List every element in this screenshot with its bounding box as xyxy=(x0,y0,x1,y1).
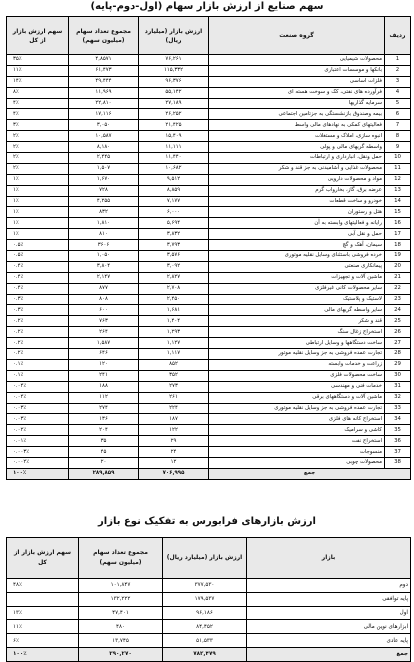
share-pct: ۰.۲٪ xyxy=(7,338,69,349)
table-row xyxy=(7,359,411,370)
row-number: 34 xyxy=(385,414,411,425)
market-value: ۱۸۷ xyxy=(139,414,209,425)
total-shares: ۸۰۸ xyxy=(69,294,139,305)
total-shares: ۴۸۰ xyxy=(79,620,163,634)
total-shares: ۸۷۷ xyxy=(69,283,139,294)
total-shares: ۲,۱۴۷ xyxy=(69,272,139,283)
share-pct: ۱۴٪ xyxy=(7,76,69,87)
total-label: جمع xyxy=(209,468,411,479)
market-value: ۲۷,۱۸۹ xyxy=(139,98,209,109)
share-pct: ۴٪ xyxy=(7,109,69,120)
share-pct: ۰.۰۳٪ xyxy=(7,403,69,414)
industry-name: ساخت دستگاهها و وسایل ارتباطی xyxy=(209,338,385,349)
table-row xyxy=(7,98,411,109)
industry-name: سیمان، آهک و گچ xyxy=(209,240,385,251)
market-value: ۲۴ xyxy=(139,447,209,458)
total-shares: ۱۳۶ xyxy=(69,414,139,425)
market-value: ۵,۶۹۴ xyxy=(139,218,209,229)
table1-title: سهم صنایع از ارزش بازار سهام (اول-دوم-پایه) xyxy=(90,1,324,12)
row-number: 22 xyxy=(385,283,411,294)
market-value: ۶,۰۰۰ xyxy=(139,207,209,218)
row-number: 13 xyxy=(385,185,411,196)
share-pct: ۲٪ xyxy=(7,131,69,142)
total-shares: ۲۷۴ xyxy=(69,403,139,414)
total-shares: ۱,۶۷۰ xyxy=(69,174,139,185)
share-pct: ۰.۲٪ xyxy=(7,316,69,327)
industry-name: کاشی و سرامیک xyxy=(209,425,385,436)
market-value: ۱۰,۶۸۲ xyxy=(139,163,209,174)
share-pct: ۱٪ xyxy=(7,229,69,240)
market-name: پایه عادی xyxy=(247,634,411,648)
industry-name: خرده فروشی باستثنای وسایل نقلیه موتوری xyxy=(209,251,385,262)
industry-name: حمل ونقل، انبارداری و ارتباطات xyxy=(209,153,385,164)
total-shares: ۶۱,۴۷۳ xyxy=(69,65,139,76)
row-number: 26 xyxy=(385,327,411,338)
share-pct: ۲٪ xyxy=(7,142,69,153)
market-value: ۱۱,۱۱۱ xyxy=(139,142,209,153)
share-pct: ۱۱٪ xyxy=(7,65,69,76)
header-market-value: ارزش بازار (میلیارد ریال) xyxy=(139,17,209,55)
total-share-pct: ۱۰۰٪ xyxy=(7,647,79,661)
table-header-row xyxy=(7,538,411,579)
total-shares: ۱۰,۵۸۷ xyxy=(69,131,139,142)
industry-name: منسوجات xyxy=(209,447,385,458)
market-value: ۱۲۲ xyxy=(139,425,209,436)
industry-name: عرضه برق، گاز، بخارواب گرم xyxy=(209,185,385,196)
total-shares: ۲۶۴ xyxy=(69,327,139,338)
industry-name: استخراج کانه های فلزی xyxy=(209,414,385,425)
table-row xyxy=(7,120,411,131)
total-shares: ۳۶۰۶ xyxy=(69,240,139,251)
total-shares: ۱,۵۸۷ xyxy=(69,338,139,349)
industry-name: خدمات فنی و مهندسی xyxy=(209,381,385,392)
total-label: جمع xyxy=(247,647,411,661)
market-value: ۳,۰۹۲ xyxy=(139,261,209,272)
share-pct: ۰.۴٪ xyxy=(7,261,69,272)
table-row xyxy=(7,153,411,164)
market-value: ۱,۴۰۴ xyxy=(139,316,209,327)
market-name: پایه توافقی xyxy=(247,592,411,606)
row-number: 18 xyxy=(385,240,411,251)
total-shares: ۶۴۶ xyxy=(69,349,139,360)
row-number: 6 xyxy=(385,109,411,120)
row-number: 32 xyxy=(385,392,411,403)
industry-name: واسطه گریهای مالی و پولی xyxy=(209,142,385,153)
market-value: ۱۱,۴۴۰ xyxy=(139,153,209,164)
share-pct: ۰.۰۰۳٪ xyxy=(7,447,69,458)
table-row xyxy=(7,55,411,66)
total-shares: ۲۴۱ xyxy=(69,370,139,381)
total-shares: ۷۶۳ xyxy=(69,316,139,327)
total-share-pct: ۱۰۰٪ xyxy=(7,468,69,479)
share-pct: ۰.۰۴٪ xyxy=(7,392,69,403)
total-market-value: ۷۸۲,۴۷۹ xyxy=(163,647,247,661)
industry-name: انبوه سازی، املاک و مستغلات xyxy=(209,131,385,142)
total-shares: ۱۳۲,۲۲۲ xyxy=(79,592,163,606)
total-shares: ۱۱۲ xyxy=(69,392,139,403)
industry-name: استخراج زغال سنگ xyxy=(209,327,385,338)
industry-name: تجارت عمده فروشی به جز وسایل نقلیه موتوری xyxy=(209,403,385,414)
market-value: ۱,۲۹۳ xyxy=(139,327,209,338)
row-number: 4 xyxy=(385,87,411,98)
header-share-pct: سهم ارزش بازار از کل xyxy=(7,538,79,579)
total-shares: ۱,۸۱۰ xyxy=(69,218,139,229)
market-value: ۵۵,۱۴۲ xyxy=(139,87,209,98)
market-value: ۳۵۲ xyxy=(139,370,209,381)
table-row xyxy=(7,457,411,468)
row-number: 24 xyxy=(385,305,411,316)
market-value: ۱۷۹,۵۳۷ xyxy=(163,592,247,606)
table-row xyxy=(7,403,411,414)
row-number: 23 xyxy=(385,294,411,305)
table-row xyxy=(7,414,411,425)
row-number: 28 xyxy=(385,349,411,360)
row-number: 11 xyxy=(385,163,411,174)
market-value: ۲۹ xyxy=(139,436,209,447)
market-value: ۸,۸۵۹ xyxy=(139,185,209,196)
total-shares: ۴۷,۴۰۱ xyxy=(79,606,163,620)
total-shares: ۴,۲۵۵ xyxy=(69,196,139,207)
total-shares: ۸,۱۸۰ xyxy=(69,142,139,153)
total-shares: ۱۳,۷۴۵ xyxy=(79,634,163,648)
market-value: ۸۴,۴۵۲ xyxy=(163,620,247,634)
share-pct: ۰.۴٪ xyxy=(7,272,69,283)
share-pct: ۱٪ xyxy=(7,207,69,218)
industry-name: فلزات اساسی xyxy=(209,76,385,87)
total-row xyxy=(7,647,411,661)
share-pct: ۰.۴٪ xyxy=(7,283,69,294)
industry-share-table xyxy=(6,16,411,480)
total-shares: ۳,۰۵۰ xyxy=(69,120,139,131)
row-number: 9 xyxy=(385,142,411,153)
total-shares: ۲۸۹,۸۵۹ xyxy=(69,468,139,479)
share-pct: ۸٪ xyxy=(7,87,69,98)
total-shares: ۲۹۰,۲۷۰ xyxy=(79,647,163,661)
table-row xyxy=(7,283,411,294)
industry-name: محصولات شیمیایی xyxy=(209,55,385,66)
total-shares: ۳,۸۰۴ xyxy=(69,261,139,272)
industry-name: فعالیتهای کمکی به نهادهای مالی واسط xyxy=(209,120,385,131)
table-row xyxy=(7,579,411,593)
market-name: دوم xyxy=(247,579,411,593)
share-pct: ۰.۰۳٪ xyxy=(7,414,69,425)
table-row xyxy=(7,163,411,174)
market-value: ۲۲۴ xyxy=(139,403,209,414)
market-value: ۲,۸۲۷ xyxy=(139,272,209,283)
industry-name: محصولات چوبی xyxy=(209,457,385,468)
market-type-table xyxy=(6,537,411,662)
industry-name: ماشین آلات و تجهیزات xyxy=(209,272,385,283)
industry-name: ساخت محصولات فلزی xyxy=(209,370,385,381)
industry-name: ماشین آلات و دستگاههای برقی xyxy=(209,392,385,403)
share-pct: ۲٪ xyxy=(7,163,69,174)
industry-name: سرمایه گذاریها xyxy=(209,98,385,109)
table-row xyxy=(7,592,411,606)
table-row xyxy=(7,196,411,207)
total-shares: ۴۹,۴۴۴ xyxy=(69,76,139,87)
share-pct: ۰.۲٪ xyxy=(7,349,69,360)
header-share-pct: سهم ارزش بازار از کل xyxy=(7,17,69,55)
total-shares: ۲۰۴ xyxy=(69,425,139,436)
share-pct: ۰.۰۱٪ xyxy=(7,436,69,447)
table-row xyxy=(7,294,411,305)
row-number: 36 xyxy=(385,436,411,447)
table-row xyxy=(7,316,411,327)
row-number: 27 xyxy=(385,338,411,349)
row-number: 12 xyxy=(385,174,411,185)
row-number: 33 xyxy=(385,403,411,414)
table-row xyxy=(7,65,411,76)
market-value: ۹۶,۱۸۶ xyxy=(163,606,247,620)
table-row xyxy=(7,142,411,153)
total-shares: ۱,۵۰۷ xyxy=(69,163,139,174)
row-number: 17 xyxy=(385,229,411,240)
row-number: 1 xyxy=(385,55,411,66)
market-value: ۷۶,۲۶۱ xyxy=(139,55,209,66)
row-number: 25 xyxy=(385,316,411,327)
industry-name: زراعت و خدمات وابسته xyxy=(209,359,385,370)
market-value: ۲۶,۲۵۲ xyxy=(139,109,209,120)
share-pct: ۱٪ xyxy=(7,174,69,185)
market-value: ۳,۷۹۳ xyxy=(139,240,209,251)
market-value: ۲۱,۴۲۵ xyxy=(139,120,209,131)
total-shares: ۱۸۸ xyxy=(69,381,139,392)
share-pct: ۰.۱٪ xyxy=(7,359,69,370)
table-body xyxy=(7,579,411,662)
table-row xyxy=(7,338,411,349)
market-value: ۵۱,۵۳۳ xyxy=(163,634,247,648)
total-shares: ۷۲۸ xyxy=(69,185,139,196)
market-value: ۱۲ xyxy=(139,457,209,468)
table-row xyxy=(7,447,411,458)
row-number: 8 xyxy=(385,131,411,142)
row-number: 10 xyxy=(385,153,411,164)
table-row xyxy=(7,185,411,196)
header-total-shares: مجموع تعداد سهام (میلیون سهم) xyxy=(79,538,163,579)
total-shares: ۲۲,۸۱۰ xyxy=(69,98,139,109)
market-value: ۹,۵۱۲ xyxy=(139,174,209,185)
market-value: ۲۶۱ xyxy=(139,392,209,403)
industry-name: فرآورده های نفتی، کک و سوخت هسته ای xyxy=(209,87,385,98)
row-number: 38 xyxy=(385,457,411,468)
row-number: 14 xyxy=(385,196,411,207)
total-shares: ۱۱,۹۶۹ xyxy=(69,87,139,98)
total-shares: ۱۰۱,۸۴۷ xyxy=(79,579,163,593)
share-pct: ۰.۰۰۲٪ xyxy=(7,457,69,468)
industry-name: سایر واسطه گریهای مالی xyxy=(209,305,385,316)
table-row xyxy=(7,240,411,251)
industry-name: پیمانکاری صنعتی xyxy=(209,261,385,272)
table-row xyxy=(7,174,411,185)
share-pct: ۰.۲٪ xyxy=(7,327,69,338)
table-row xyxy=(7,392,411,403)
total-market-value: ۷۰۶,۹۹۵ xyxy=(139,468,209,479)
share-pct: ۳۵٪ xyxy=(7,55,69,66)
row-number: 2 xyxy=(385,65,411,76)
industry-name: رایانه و فعالیتهای وابسته به آن xyxy=(209,218,385,229)
table-row xyxy=(7,272,411,283)
share-pct: ۰.۳٪ xyxy=(7,305,69,316)
row-number: 37 xyxy=(385,447,411,458)
share-pct: ۱٪ xyxy=(7,218,69,229)
total-shares: ۱۲۰ xyxy=(69,359,139,370)
industry-name: بانکها و موسسات اعتباری xyxy=(209,65,385,76)
row-number: 31 xyxy=(385,381,411,392)
industry-name: سایر محصولات کانی غیرفلزی xyxy=(209,283,385,294)
market-value: ۸۵۲ xyxy=(139,359,209,370)
table-row xyxy=(7,207,411,218)
table-row xyxy=(7,218,411,229)
row-number: 5 xyxy=(385,98,411,109)
industry-name: محصولات غذایی و آشامیدنی به جز قند و شکر xyxy=(209,163,385,174)
share-pct: ۰.۰۲٪ xyxy=(7,425,69,436)
table-row xyxy=(7,251,411,262)
table-row xyxy=(7,370,411,381)
share-pct: ۰.۱٪ xyxy=(7,370,69,381)
share-pct: ۱۳٪ xyxy=(7,606,79,620)
total-shares: ۱,۰۵۰ xyxy=(69,251,139,262)
market-value: ۱۵,۴۰۹ xyxy=(139,131,209,142)
table-row xyxy=(7,261,411,272)
industry-name: هتل و رستوران xyxy=(209,207,385,218)
industry-name: لاستیک و پلاستیک xyxy=(209,294,385,305)
market-value: ۱,۱۲۷ xyxy=(139,338,209,349)
header-industry: گروه صنعت xyxy=(209,17,385,55)
total-row xyxy=(7,468,411,479)
industry-name: قند و شکر xyxy=(209,316,385,327)
row-number: 35 xyxy=(385,425,411,436)
share-pct: ۳٪ xyxy=(7,120,69,131)
total-shares: ۸۱۰ xyxy=(69,229,139,240)
table-row xyxy=(7,327,411,338)
market-value: ۱,۱۱۷ xyxy=(139,349,209,360)
header-row-number: ردیف xyxy=(385,17,411,55)
table-header-row xyxy=(7,17,411,55)
total-shares: ۴۵ xyxy=(69,447,139,458)
table-row xyxy=(7,606,411,620)
row-number: 7 xyxy=(385,120,411,131)
row-number: 20 xyxy=(385,261,411,272)
share-pct: ۰.۰۴٪ xyxy=(7,381,69,392)
total-shares: ۴,۸۵۷۱ xyxy=(69,55,139,66)
header-total-shares: مجموع تعداد سهام (میلیون سهم) xyxy=(69,17,139,55)
table-row xyxy=(7,349,411,360)
total-shares: ۲۰ xyxy=(69,457,139,468)
header-market-value: ارزش بازار (میلیارد ریال) xyxy=(163,538,247,579)
header-market: بازار xyxy=(247,538,411,579)
industry-name: بیمه وصندوق بازنشستگی به جزتامین اجتماعی xyxy=(209,109,385,120)
industry-name: تجارت عمده فروشی به جز وسایل نقلیه موتور xyxy=(209,349,385,360)
table-row xyxy=(7,305,411,316)
share-pct xyxy=(7,592,79,606)
market-value: ۷,۱۷۷ xyxy=(139,196,209,207)
row-number: 3 xyxy=(385,76,411,87)
total-shares: ۱۷,۱۱۶ xyxy=(69,109,139,120)
market-value: ۲,۷۰۸ xyxy=(139,283,209,294)
market-value: ۳,۵۷۶ xyxy=(139,251,209,262)
market-value: ۱,۶۸۱ xyxy=(139,305,209,316)
table-row xyxy=(7,87,411,98)
table-row xyxy=(7,425,411,436)
table-row xyxy=(7,131,411,142)
share-pct: ۰.۳٪ xyxy=(7,294,69,305)
share-pct: ۱٪ xyxy=(7,196,69,207)
table-row xyxy=(7,381,411,392)
row-number: 21 xyxy=(385,272,411,283)
share-pct: ۲٪ xyxy=(7,153,69,164)
table-row xyxy=(7,436,411,447)
industry-name: مواد و محصولات دارویی xyxy=(209,174,385,185)
industry-name: حمل و نقل آبی xyxy=(209,229,385,240)
total-shares: ۳۵ xyxy=(69,436,139,447)
market-name: اول xyxy=(247,606,411,620)
table-row xyxy=(7,620,411,634)
share-pct: ۱۱٪ xyxy=(7,620,79,634)
industry-name: خودرو و ساخت قطعات xyxy=(209,196,385,207)
row-number: 16 xyxy=(385,218,411,229)
share-pct: ۶٪ xyxy=(7,634,79,648)
row-number: 30 xyxy=(385,370,411,381)
total-shares: ۸۳۲ xyxy=(69,207,139,218)
market-value: ۱۱۵,۳۳۲ xyxy=(139,65,209,76)
table-row xyxy=(7,76,411,87)
industry-name: استخراج نفت xyxy=(209,436,385,447)
table-row xyxy=(7,229,411,240)
row-number: 19 xyxy=(385,251,411,262)
total-shares: ۲,۴۴۵ xyxy=(69,153,139,164)
total-shares: ۶۰۰ xyxy=(69,305,139,316)
row-number: 15 xyxy=(385,207,411,218)
share-pct: ۴٪ xyxy=(7,98,69,109)
table-row xyxy=(7,109,411,120)
share-pct: ۱٪ xyxy=(7,185,69,196)
table2-title: ارزش بازارهای فرابورس به تفکیک نوع بازار xyxy=(98,516,316,527)
market-value: ۳۷۷,۵۳۰ xyxy=(163,579,247,593)
table-body xyxy=(7,55,411,480)
market-value: ۲,۴۵۰ xyxy=(139,294,209,305)
table-row xyxy=(7,634,411,648)
market-name: ابزارهای نوین مالی xyxy=(247,620,411,634)
row-number: 29 xyxy=(385,359,411,370)
share-pct: ۴۸٪ xyxy=(7,579,79,593)
share-pct: ۰.۵٪ xyxy=(7,240,69,251)
market-value: ۲۷۳ xyxy=(139,381,209,392)
share-pct: ۰.۵٪ xyxy=(7,251,69,262)
market-value: ۳,۸۳۲ xyxy=(139,229,209,240)
market-value: ۹۶,۳۷۶ xyxy=(139,76,209,87)
